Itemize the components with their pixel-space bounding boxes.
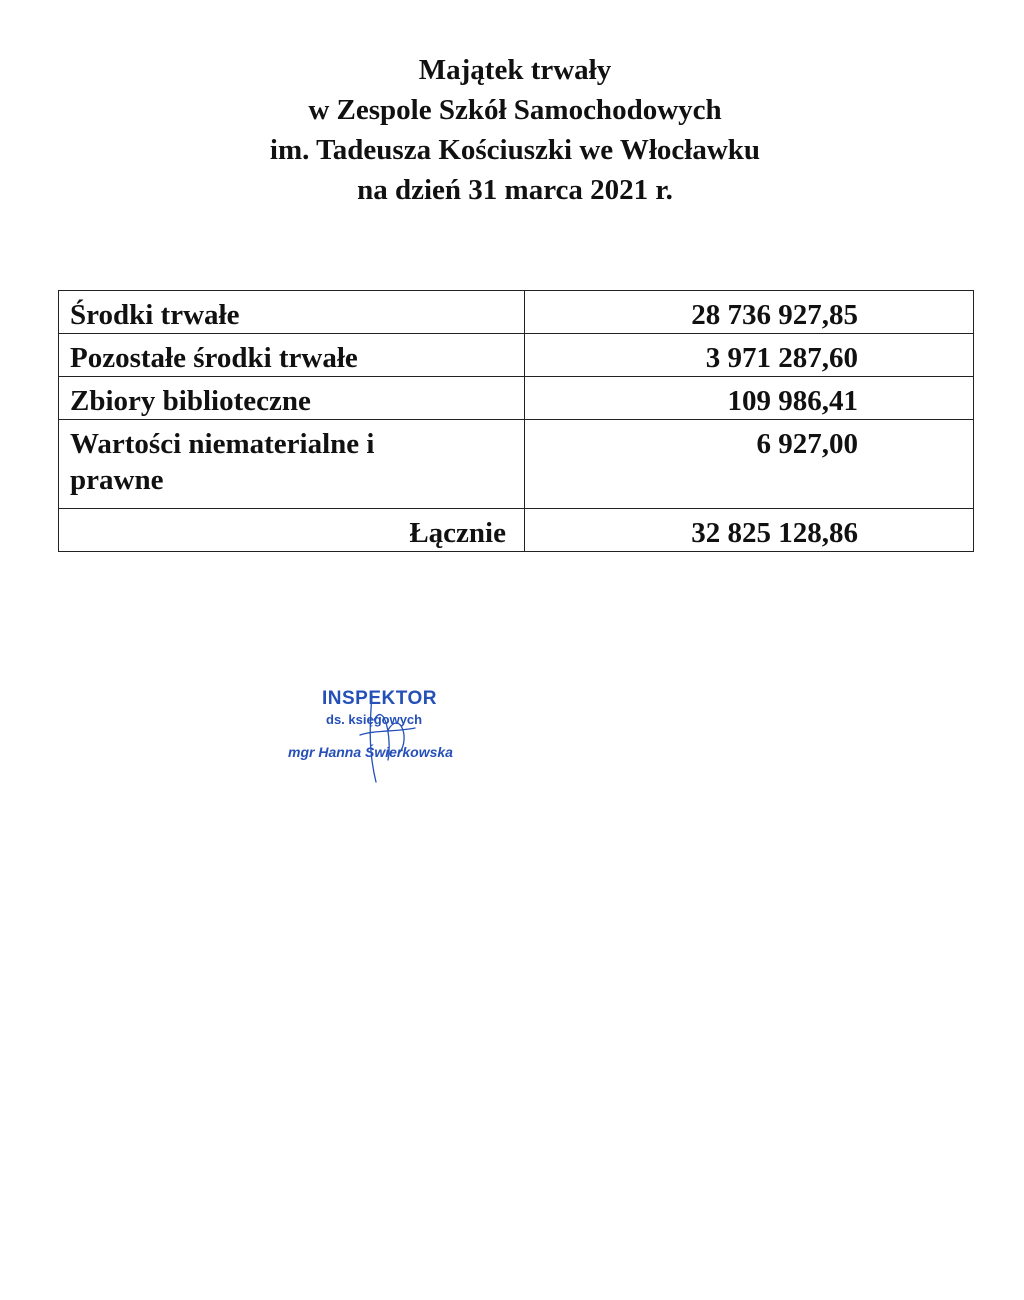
- total-row: [59, 509, 974, 552]
- row-label: [59, 420, 525, 509]
- row-value: 28 736 927,85: [525, 291, 974, 334]
- title-line-2: w Zespole Szkół Samochodowych: [308, 94, 722, 126]
- row-value: 109 986,41: [525, 377, 974, 420]
- assets-table: [58, 290, 974, 552]
- table-row: [59, 377, 974, 420]
- total-label: Łącznie: [59, 509, 525, 552]
- stamp-subtitle: ds. księgowych: [326, 712, 423, 727]
- row-label: Pozostałe środki trwałe: [59, 334, 525, 377]
- title-line-1: Majątek trwały: [418, 54, 612, 86]
- table-row: [59, 291, 974, 334]
- title-line-4: na dzień 31 marca 2021 r.: [357, 174, 673, 206]
- stamp-title: INSPEKTOR: [322, 688, 438, 709]
- total-value: 32 825 128,86: [525, 509, 974, 552]
- table-row: [59, 334, 974, 377]
- row-label-line-1: Wartości niematerialne i: [70, 428, 375, 460]
- stamp-name: mgr Hanna Świerkowska: [288, 744, 453, 760]
- signature-mark: [330, 690, 450, 790]
- row-label: Zbiory biblioteczne: [59, 377, 525, 420]
- row-value: 3 971 287,60: [525, 334, 974, 377]
- row-value: 6 927,00: [525, 420, 974, 509]
- document-title: [0, 50, 1024, 210]
- row-label-line-2: prawne: [70, 464, 164, 496]
- table-row: [59, 420, 974, 509]
- row-label: Środki trwałe: [59, 291, 525, 334]
- title-line-3: im. Tadeusza Kościuszki we Włocławku: [269, 134, 761, 166]
